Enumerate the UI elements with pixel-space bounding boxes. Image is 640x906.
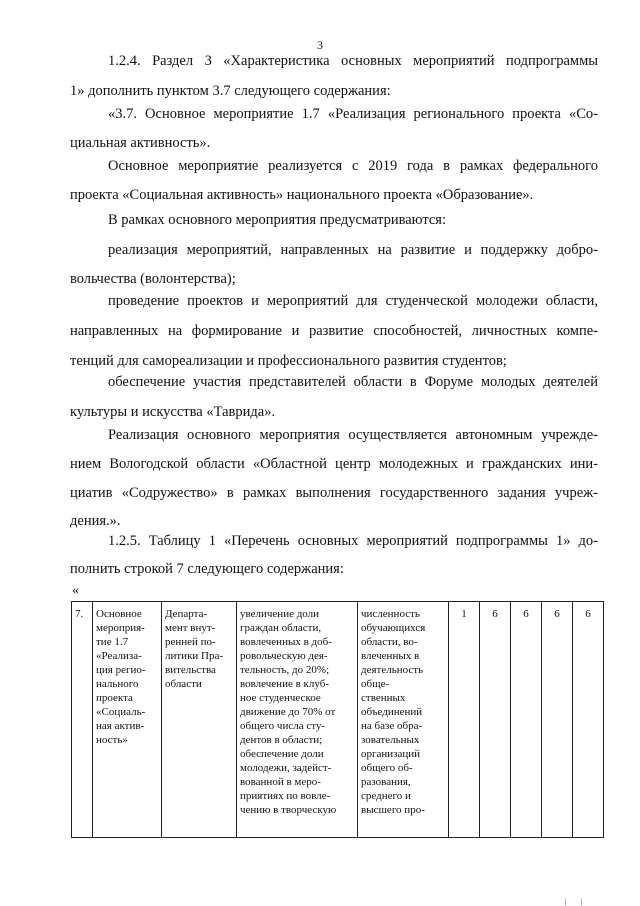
indicator-cell (358, 602, 449, 838)
text-line: проекта «Социальная активность» национального проекта «Образование». (70, 187, 534, 203)
expected-results-cell (237, 602, 358, 838)
value-cell (573, 602, 604, 838)
text-line: Реализация основного мероприятия осуществляется автономным учрежде- (108, 427, 598, 443)
text-line: направленных на формирование и развитие способностей, личностных компе- (70, 323, 598, 339)
cell-text: численность обучающихся области, во- влеченных в деятельность обще- ственных объединений на базе обра- зовательных организаций общего об- разования, среднего и высшего про- (361, 608, 426, 816)
text-line: В рамках основного мероприятия предусматриваются: (108, 212, 446, 228)
text-line: «3.7. Основное мероприятие 1.7 «Реализация регионального проекта «Со- (108, 106, 598, 122)
value-cell (542, 602, 573, 838)
cell-text: Основное мероприя- тие 1.7 «Реализа- ция регио- нального проекта «Социаль- ная актив- ность» (96, 608, 146, 746)
text-line: тенций для самореализации и профессионального развития студентов; (70, 353, 507, 369)
activities-table (71, 601, 604, 838)
text-line: 1.2.4. Раздел 3 «Характеристика основных мероприятий подпрограммы (108, 53, 598, 69)
value-cell (480, 602, 511, 838)
paragraph-implementation-start (70, 156, 598, 206)
paragraph-student-projects (70, 291, 598, 372)
text-line: вольчества (волонтерства); (70, 271, 236, 287)
cell-text: Департа- мент внут- ренней по- литики Пра- вительства области (165, 608, 224, 690)
text-line: 1.2.5. Таблицу 1 «Перечень основных мероприятий подпрограммы 1» до- (108, 533, 598, 549)
cell-text: 6 (554, 608, 560, 620)
cell-text: 6 (585, 608, 591, 620)
table-row (72, 602, 604, 838)
text-line: полнить строкой 7 следующего содержания: (70, 561, 344, 577)
text-line: реализация мероприятий, направленных на развитие и поддержку добро- (108, 242, 598, 258)
text-line: нием Вологодской области «Областной центр молодежных и гражданских ини- (70, 456, 598, 472)
paragraph-3-7 (70, 104, 598, 154)
responsible-executor-cell (162, 602, 237, 838)
row-number-cell (72, 602, 93, 838)
text-line: циальная активность». (70, 135, 211, 151)
paragraph-1-2-5 (70, 531, 598, 580)
text-line: циатив «Содружество» в рамках выполнения государственного задания учреж- (70, 485, 598, 501)
text-line: дения.». (70, 513, 121, 529)
cell-text: увеличение доли граждан области, вовлеченных в доб- ровольческую дея- тельность, до 20%; вовлечение в клуб- ное студенческое движение до 70% от общего числа сту- дентов в области; обеспечение доли молодежи, задейст- вованной в меро- приятиях по вовле- чению в творческую (240, 608, 337, 816)
text-line: проведение проектов и мероприятий для студенческой молодежи области, (108, 293, 598, 309)
text-line: культуры и искусства «Таврида». (70, 404, 276, 420)
paragraph-implementing-body (70, 425, 598, 532)
page-number: 3 (317, 38, 323, 52)
value-cell (449, 602, 480, 838)
cell-text: 7. (75, 608, 84, 620)
value-cell (511, 602, 542, 838)
scan-artifact-marks: | | (565, 897, 589, 906)
text-line: Основное мероприятие реализуется с 2019 года в рамках федерального (108, 158, 598, 174)
paragraph-1-2-4 (70, 51, 598, 102)
paragraph-provisions-intro (70, 210, 598, 231)
opening-quote-mark: « (72, 583, 79, 598)
cell-text: 1 (461, 608, 467, 620)
text-line: 1» дополнить пунктом 3.7 следующего содержания: (70, 83, 391, 99)
paragraph-tavrida-forum (70, 372, 598, 423)
activity-name-cell (93, 602, 162, 838)
paragraph-volunteering (70, 240, 598, 290)
text-line: обеспечение участия представителей области в Форуме молодых деятелей (108, 374, 598, 390)
cell-text: 6 (492, 608, 498, 620)
cell-text: 6 (523, 608, 529, 620)
